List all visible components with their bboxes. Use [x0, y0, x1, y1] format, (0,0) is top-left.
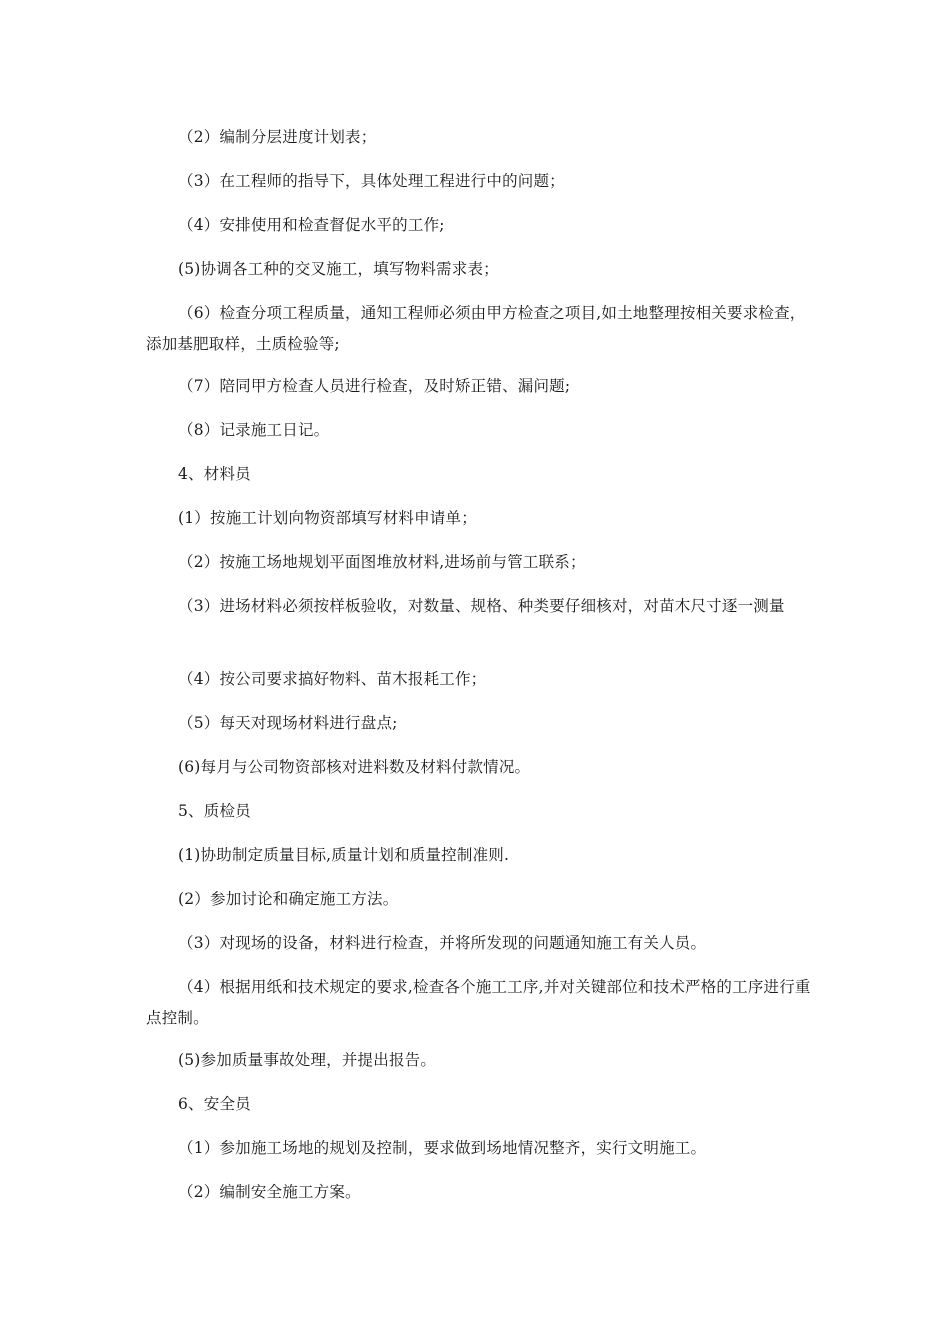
paragraph-14: (1)协助制定质量目标,质量计划和质量控制准则.: [178, 846, 510, 864]
paragraph-8: (1）按施工计划向物资部填写材料申请单；: [178, 509, 477, 527]
paragraph-18: (5)参加质量事故处理，并提出报告。: [178, 1051, 437, 1069]
paragraph-11: （4）按公司要求搞好物料、苗木报耗工作；: [178, 670, 487, 688]
paragraph-20: （2）编制安全施工方案。: [178, 1183, 361, 1201]
section-heading-quality: 5、质检员: [178, 802, 251, 820]
paragraph-2: （3）在工程师的指导下，具体处理工程进行中的问题；: [178, 172, 565, 190]
paragraph-1: （2）编制分层进度计划表；: [178, 128, 377, 146]
paragraph-9: （2）按施工场地规划平面图堆放材料,进场前与管工联系；: [178, 553, 586, 571]
paragraph-12: （5）每天对现场材料进行盘点;: [178, 714, 398, 732]
paragraph-10: （3）进场材料必须按样板验收，对数量、规格、种类要仔细核对，对苗木尺寸逐一测量: [178, 597, 785, 615]
paragraph-3: （4）安排使用和检查督促水平的工作;: [178, 216, 445, 234]
paragraph-7: （8）记录施工日记。: [178, 421, 330, 439]
section-heading-safety: 6、安全员: [178, 1095, 251, 1113]
paragraph-13: (6)每月与公司物资部核对进料数及材料付款情况。: [178, 758, 531, 776]
section-heading-materials: 4、材料员: [178, 465, 251, 483]
paragraph-6: （7）陪同甲方检查人员进行检查，及时矫正错、漏问题;: [178, 377, 571, 395]
paragraph-5: （6）检查分项工程质量，通知工程师必须由甲方检查之项目,如土地整理按相关要求检查，添加基肥取样，土质检验等;: [146, 304, 806, 353]
paragraph-16: （3）对现场的设备，材料进行检查，并将所发现的问题通知施工有关人员。: [178, 934, 707, 952]
paragraph-15: (2）参加讨论和确定施工方法。: [178, 890, 399, 908]
paragraph-19: （1）参加施工场地的规划及控制，要求做到场地情况整齐，实行文明施工。: [178, 1139, 707, 1157]
paragraph-17: （4）根据用纸和技术规定的要求,检查各个施工工序,并对关键部位和技术严格的工序进行重点控制。: [146, 978, 811, 1027]
paragraph-4: (5)协调各工种的交叉施工，填写物料需求表；: [178, 260, 499, 278]
